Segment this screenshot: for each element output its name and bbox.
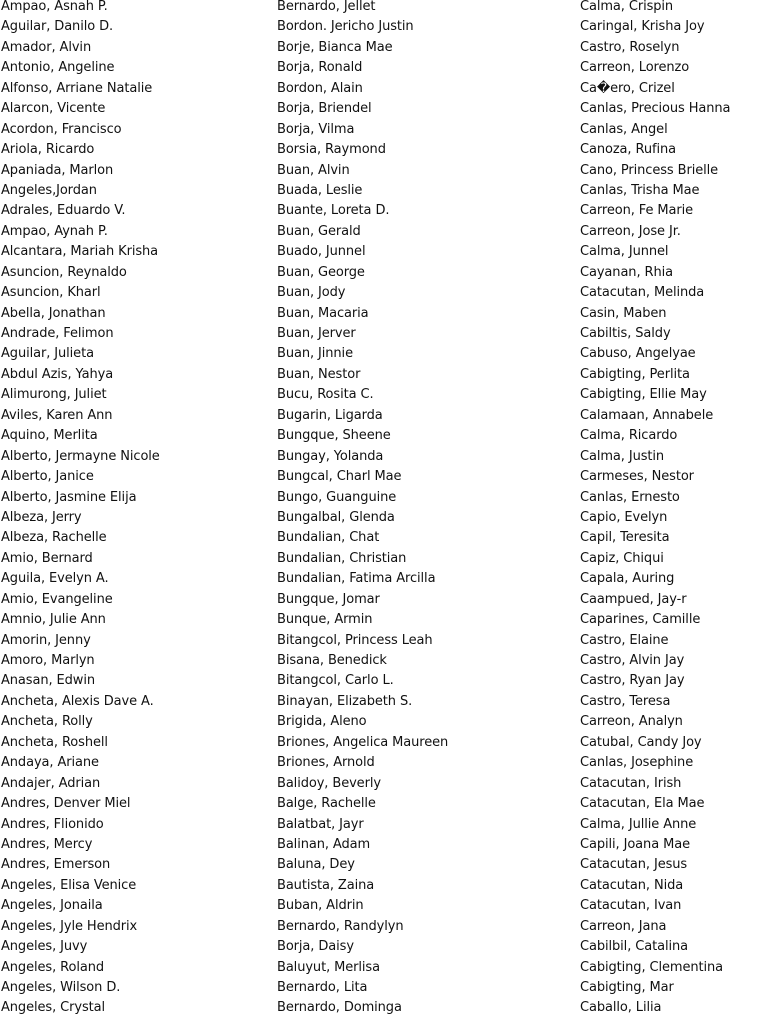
- name-entry: Bundalian, Fatima Arcilla: [277, 571, 436, 587]
- name-entry: Cabigting, Perlita: [580, 366, 690, 382]
- name-entry: Bundalian, Christian: [277, 550, 407, 566]
- name-entry: Amoro, Marlyn: [1, 653, 95, 668]
- name-entry: Canlas, Precious Hanna: [580, 101, 731, 117]
- name-entry: Buan, Gerald: [277, 223, 361, 239]
- name-entry: Aquino, Merlita: [1, 428, 98, 444]
- name-entry: Caballo, Lilia: [580, 1000, 662, 1016]
- name-entry: Calamaan, Annabele: [580, 407, 714, 423]
- name-entry: Cabuso, Angelyae: [580, 346, 696, 362]
- name-entry: Cayanan, Rhia: [580, 264, 673, 280]
- name-entry: Andajer, Adrian: [1, 775, 101, 791]
- name-entry: Bungay, Yolanda: [277, 448, 384, 464]
- name-entry: Cabigting, Mar: [580, 980, 674, 995]
- name-entry: Albeza, Rachelle: [1, 530, 107, 546]
- name-entry: Ancheta, Alexis Dave A.: [1, 693, 154, 709]
- name-entry: Borja, Briendel: [277, 101, 372, 117]
- name-entry: Bernardo, Randylyn: [277, 918, 404, 934]
- name-entry: Balge, Rachelle: [277, 796, 376, 812]
- name-entry: Brigida, Aleno: [277, 714, 367, 730]
- name-entry: Alberto, Jasmine Elija: [1, 489, 137, 505]
- name-entry: Acordon, Francisco: [1, 121, 122, 137]
- name-entry: Ampao, Aynah P.: [1, 223, 108, 239]
- name-entry: Calma, Ricardo: [580, 428, 678, 444]
- name-entry: Catacutan, Ivan: [580, 898, 682, 914]
- name-entry: Amnio, Julie Ann: [1, 612, 106, 628]
- name-entry: Canlas, Angel: [580, 121, 668, 137]
- name-entry: Cabigting, Clementina: [580, 959, 724, 975]
- name-entry: Borja, Ronald: [277, 60, 363, 76]
- name-entry: Castro, Roselyn: [580, 39, 680, 55]
- name-entry: Borsia, Raymond: [277, 142, 386, 158]
- name-entry: Ancheta, Rolly: [1, 714, 93, 730]
- name-entry: Andaya, Ariane: [1, 755, 99, 771]
- name-entry: Capil, Teresita: [580, 530, 670, 546]
- name-entry: Caparines, Camille: [580, 612, 701, 628]
- name-entry: Briones, Arnold: [277, 755, 375, 771]
- name-entry: Alberto, Janice: [1, 469, 94, 485]
- name-entry: Buan, Macaria: [277, 305, 369, 321]
- name-entry: Buan, Alvin: [277, 162, 350, 178]
- name-entry: Catacutan, Irish: [580, 775, 682, 791]
- name-entry: Balidoy, Beverly: [277, 775, 381, 791]
- name-entry: Bungo, Guanguine: [277, 489, 397, 505]
- name-entry: Bordon. Jericho Justin: [277, 19, 414, 35]
- name-entry: Bungque, Sheene: [277, 428, 391, 444]
- name-entry: Caringal, Krisha Joy: [580, 19, 705, 35]
- name-entry: Bernardo, Dominga: [277, 1000, 402, 1016]
- name-entry: Catacutan, Ela Mae: [580, 796, 705, 812]
- name-entry: Castro, Elaine: [580, 632, 669, 648]
- name-entry: Calma, Crispin: [580, 0, 674, 14]
- name-entry: Carreon, Fe Marie: [580, 203, 694, 219]
- name-entry: Aguilar, Danilo D.: [1, 19, 114, 35]
- name-entry: Buan, Nestor: [277, 366, 361, 382]
- name-entry: Catacutan, Jesus: [580, 857, 688, 873]
- name-entry: Cabiltis, Saldy: [580, 326, 671, 341]
- name-entry: Capala, Auring: [580, 571, 675, 587]
- name-entry: Capiz, Chiqui: [580, 550, 664, 566]
- name-entry: Ca�ero, Crizel: [580, 80, 675, 96]
- name-entry: Calma, Junnel: [580, 244, 669, 260]
- name-entry: Albeza, Jerry: [1, 509, 82, 525]
- name-entry: Anasan, Edwin: [1, 673, 95, 689]
- name-entry: Bisana, Benedick: [277, 653, 387, 668]
- name-entry: Borja, Vilma: [277, 121, 355, 137]
- name-entry: Catubal, Candy Joy: [580, 734, 702, 750]
- name-entry: Capili, Joana Mae: [580, 836, 690, 852]
- name-entry: Buan, Jerver: [277, 326, 356, 341]
- name-entry: Alberto, Jermayne Nicole: [1, 448, 160, 464]
- name-entry: Ampao, Asnah P.: [1, 0, 108, 14]
- name-entry: Canlas, Ernesto: [580, 489, 680, 505]
- name-entry: Baluyut, Merlisa: [277, 959, 380, 975]
- name-entry: Carreon, Analyn: [580, 714, 683, 730]
- name-entry: Bunque, Armin: [277, 612, 373, 628]
- name-entry: Buan, Jody: [277, 285, 346, 301]
- name-entry: Carreon, Lorenzo: [580, 60, 690, 76]
- name-entry: Buada, Leslie: [277, 182, 363, 198]
- name-entry: Abella, Jonathan: [1, 305, 106, 321]
- name-entry: Alfonso, Arriane Natalie: [1, 80, 153, 96]
- name-entry: Amio, Bernard: [1, 550, 93, 566]
- name-entry: Amador, Alvin: [1, 39, 92, 55]
- name-entry: Carmeses, Nestor: [580, 469, 694, 485]
- name-entry: Aguilar, Julieta: [1, 346, 94, 362]
- name-entry: Buado, Junnel: [277, 244, 366, 260]
- name-entry: Balinan, Adam: [277, 836, 371, 852]
- name-entry: Asuncion, Kharl: [1, 285, 101, 301]
- name-column-c: [580, 0, 730, 1019]
- name-entry: Amorin, Jenny: [1, 632, 91, 648]
- name-entry: Angeles, Crystal: [1, 1000, 105, 1016]
- name-column-b: [277, 0, 448, 1019]
- name-entry: Carreon, Jose Jr.: [580, 223, 681, 239]
- name-entry: Catacutan, Melinda: [580, 285, 705, 301]
- name-entry: Borja, Daisy: [277, 939, 354, 955]
- name-entry: Cabigting, Ellie May: [580, 387, 707, 403]
- name-entry: Aviles, Karen Ann: [1, 407, 113, 423]
- name-entry: Alimurong, Juliet: [1, 387, 107, 403]
- name-column-a: [1, 0, 160, 1019]
- name-entry: Alcantara, Mariah Krisha: [1, 244, 159, 260]
- name-entry: Adrales, Eduardo V.: [1, 203, 126, 219]
- name-entry: Apaniada, Marlon: [1, 162, 114, 178]
- name-entry: Bugarin, Ligarda: [277, 407, 383, 423]
- name-entry: Angeles, Jyle Hendrix: [1, 918, 138, 934]
- name-entry: Binayan, Elizabeth S.: [277, 693, 413, 709]
- name-entry: Baluna, Dey: [277, 857, 355, 873]
- name-entry: Canlas, Trisha Mae: [580, 182, 700, 198]
- name-entry: Aguila, Evelyn A.: [1, 571, 109, 587]
- name-entry: Buan, Jinnie: [277, 346, 353, 362]
- name-entry: Briones, Angelica Maureen: [277, 734, 449, 750]
- name-entry: Andres, Mercy: [1, 836, 93, 852]
- name-entry: Capio, Evelyn: [580, 509, 668, 525]
- name-entry: Andres, Denver Miel: [1, 796, 131, 812]
- name-entry: Angeles, Juvy: [1, 939, 88, 955]
- name-entry: Bernardo, Lita: [277, 980, 368, 995]
- name-entry: Bautista, Zaina: [277, 877, 375, 893]
- name-entry: Ancheta, Roshell: [1, 734, 108, 750]
- name-entry: Calma, Jullie Anne: [580, 816, 697, 832]
- name-entry: Bungque, Jomar: [277, 591, 380, 607]
- name-entry: Antonio, Angeline: [1, 60, 115, 76]
- name-entry: Bitangcol, Carlo L.: [277, 673, 394, 689]
- name-entry: Bungalbal, Glenda: [277, 509, 395, 525]
- name-entry: Caampued, Jay-r: [580, 591, 687, 607]
- name-entry: Canlas, Josephine: [580, 755, 694, 771]
- name-entry: Bundalian, Chat: [277, 530, 380, 546]
- name-entry: Castro, Ryan Jay: [580, 673, 685, 689]
- name-entry: Castro, Alvin Jay: [580, 653, 685, 668]
- name-entry: Canoza, Rufina: [580, 142, 676, 158]
- name-entry: Borje, Bianca Mae: [277, 39, 393, 55]
- name-entry: Amio, Evangeline: [1, 591, 113, 607]
- name-entry: Bernardo, Jellet: [277, 0, 376, 14]
- name-entry: Ariola, Ricardo: [1, 142, 95, 158]
- name-entry: Andrade, Felimon: [1, 326, 114, 341]
- name-entry: Abdul Azis, Yahya: [1, 366, 114, 382]
- name-entry: Castro, Teresa: [580, 693, 671, 709]
- name-entry: Carreon, Jana: [580, 918, 667, 934]
- name-entry: Bungcal, Charl Mae: [277, 469, 402, 485]
- name-entry: Angeles,Jordan: [1, 182, 97, 198]
- name-entry: Bordon, Alain: [277, 80, 363, 96]
- name-entry: Buan, George: [277, 264, 365, 280]
- name-entry: Calma, Justin: [580, 448, 665, 464]
- name-entry: Angeles, Jonaila: [1, 898, 103, 914]
- name-entry: Buban, Aldrin: [277, 898, 364, 914]
- name-entry: Asuncion, Reynaldo: [1, 264, 127, 280]
- name-entry: Alarcon, Vicente: [1, 101, 106, 117]
- name-entry: Angeles, Elisa Venice: [1, 877, 137, 893]
- name-entry: Andres, Emerson: [1, 857, 111, 873]
- name-entry: Angeles, Wilson D.: [1, 980, 121, 995]
- name-entry: Cabilbil, Catalina: [580, 939, 688, 955]
- name-entry: Bitangcol, Princess Leah: [277, 632, 433, 648]
- name-entry: Angeles, Roland: [1, 959, 105, 975]
- name-entry: Balatbat, Jayr: [277, 816, 364, 832]
- name-entry: Andres, Flionido: [1, 816, 104, 832]
- name-entry: Cano, Princess Brielle: [580, 162, 719, 178]
- name-entry: Catacutan, Nida: [580, 877, 684, 893]
- name-entry: Casin, Maben: [580, 305, 667, 321]
- name-entry: Buante, Loreta D.: [277, 203, 390, 219]
- name-entry: Bucu, Rosita C.: [277, 387, 374, 403]
